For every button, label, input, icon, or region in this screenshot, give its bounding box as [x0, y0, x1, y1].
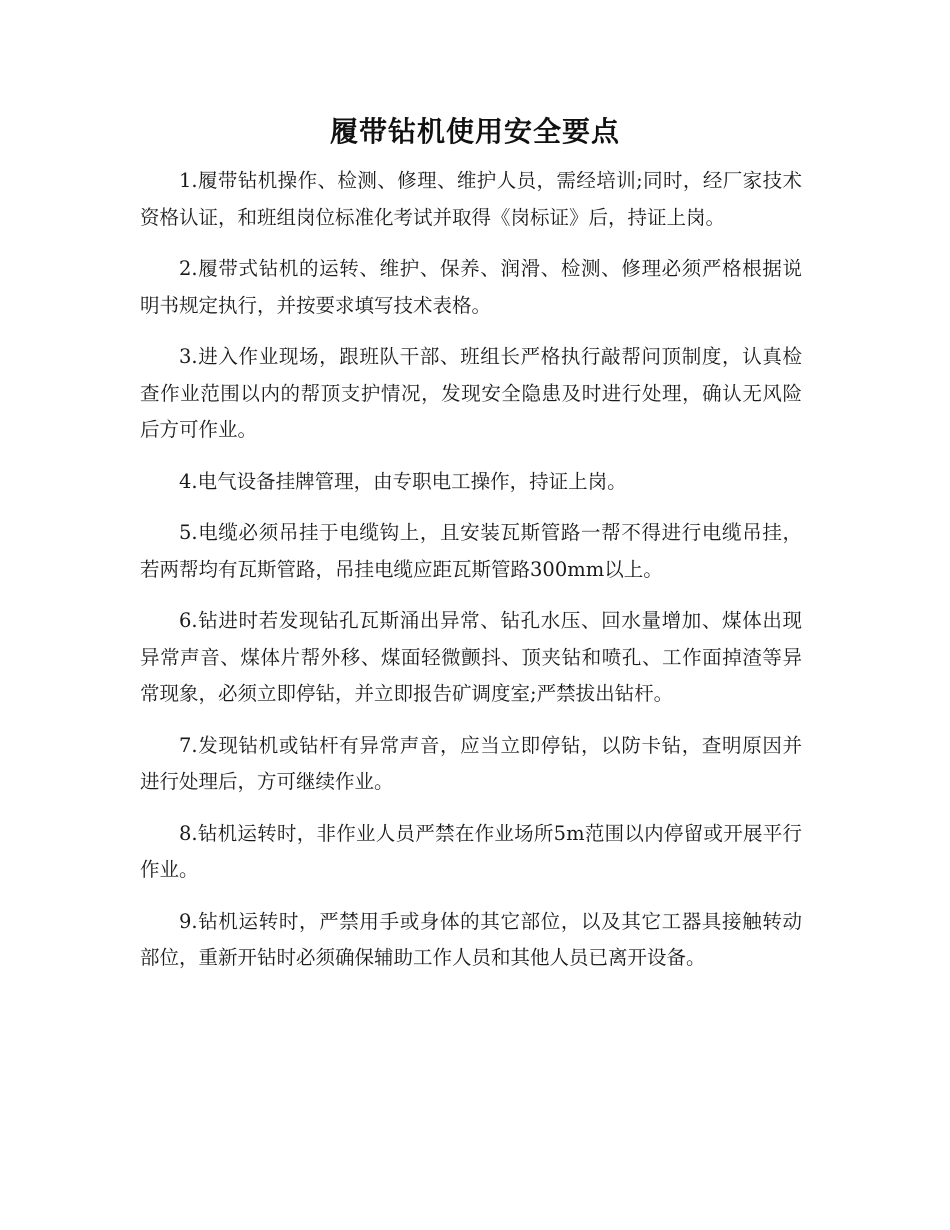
paragraph-3: 3.进入作业现场，跟班队干部、班组长严格执行敲帮问顶制度，认真检查作业范围以内的帮顶支护情况，发现安全隐患及时进行处理，确认无风险后方可作业。	[140, 345, 802, 441]
paragraph-2: 2.履带式钻机的运转、维护、保养、润滑、检测、修理必须严格根据说明书规定执行，并按要求填写技术表格。	[140, 257, 802, 317]
paragraph-8: 8.钻机运转时，非作业人员严禁在作业场所5m范围以内停留或开展平行作业。	[140, 821, 802, 881]
paragraph-7: 7.发现钻机或钻杆有异常声音，应当立即停钻，以防卡钻，查明原因并进行处理后，方可继续作业。	[140, 733, 802, 793]
document-body	[140, 163, 802, 992]
paragraph-4: 4.电气设备挂牌管理，由专职电工操作，持证上岗。	[179, 469, 627, 493]
document-title: 履带钻机使用安全要点	[329, 115, 620, 148]
paragraph-1: 1.履带钻机操作、检测、修理、维护人员，需经培训;同时，经厂家技术资格认证，和班组岗位标准化考试并取得《岗标证》后，持证上岗。	[140, 169, 802, 229]
paragraph-9: 9.钻机运转时，严禁用手或身体的其它部位，以及其它工器具接触转动部位，重新开钻时必须确保辅助工作人员和其他人员已离开设备。	[140, 909, 802, 969]
paragraph-5: 5.电缆必须吊挂于电缆钩上，且安装瓦斯管路一帮不得进行电缆吊挂，若两帮均有瓦斯管路，吊挂电缆应距瓦斯管路300mm以上。	[140, 521, 802, 581]
paragraph-6: 6.钻进时若发现钻孔瓦斯涌出异常、钻孔水压、回水量增加、煤体出现异常声音、煤体片帮外移、煤面轻微颤抖、顶夹钻和喷孔、工作面掉渣等异常现象，必须立即停钻，并立即报告矿调度室;严禁拔出钻杆。	[140, 609, 802, 705]
